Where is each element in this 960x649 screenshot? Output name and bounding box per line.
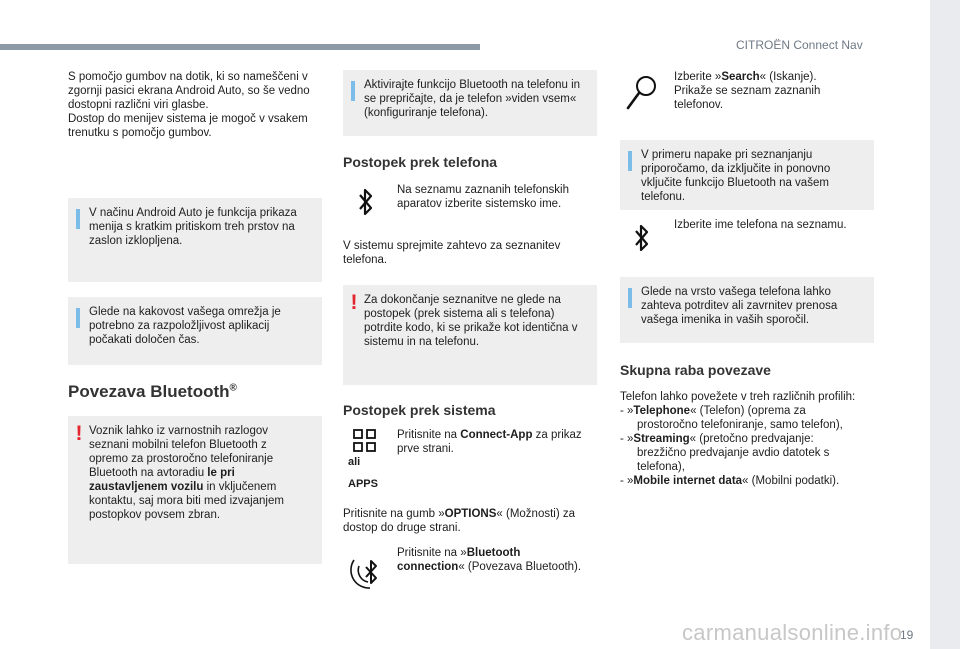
warning-icon: !: [75, 422, 83, 445]
bluetooth-icon: [632, 222, 652, 254]
bluetooth-connection-icon: [346, 550, 388, 592]
select-phone-text: Izberite ime telefona na seznamu.: [674, 219, 847, 231]
page-edge-strip: [930, 0, 960, 649]
heading-connection-sharing: Skupna raba povezave: [620, 362, 771, 378]
options-text: Pritisnite na gumb »OPTIONS« (Možnosti) za dostop do druge strani.: [343, 508, 576, 534]
warning-icon: !: [350, 291, 358, 314]
info-note-android-auto: V načinu Android Auto je funkcija prikaza menija s kratkim pritiskom treh prstov na zaslon izklopljena.: [68, 198, 322, 282]
info-marker: [76, 308, 80, 328]
brand-title: CITROËN Connect Nav: [736, 38, 863, 52]
apps-label: APPS: [348, 478, 378, 490]
bluetooth-icon: [356, 186, 376, 218]
warning-note-code: ! Za dokončanje seznanitve ne glede na postopek (prek sistema ali s telefona) potrdite kodo, ki se prikaže kot identična v sistemu in na telefonu.: [343, 285, 597, 385]
phone-step-text: Na seznamu zaznanih telefonskih aparatov izberite sistemsko ime.: [397, 184, 569, 210]
heading-system-procedure: Postopek prek sistema: [343, 402, 496, 418]
connect-app-text: Pritisnite na Connect-App za prikaz prve strani.: [397, 429, 582, 455]
watermark: carmanualsonline.info: [682, 620, 903, 645]
info-marker: [628, 288, 632, 308]
or-label: ali: [348, 456, 361, 468]
header-bar: [0, 44, 480, 50]
info-note-activate-bluetooth: Aktivirajte funkcijo Bluetooth na telefonu in se prepričajte, da je telefon »viden vsem« (konfiguriranje telefona).: [343, 70, 597, 136]
info-note-network: Glede na kakovost vašega omrežja je potrebno za razpoložljivost aplikacij počakati določen čas.: [68, 297, 322, 365]
search-text: Izberite »Search« (Iskanje). Prikaže se seznam zaznanih telefonov.: [674, 71, 821, 111]
accept-request-text: V sistemu sprejmite zahtevo za seznanitev telefona.: [343, 240, 561, 266]
info-marker: [351, 81, 355, 101]
bluetooth-connection-text: Pritisnite na »Bluetooth connection« (Povezava Bluetooth).: [397, 547, 582, 573]
page-number: 19: [900, 628, 914, 642]
info-note-pairing-failure: V primeru napake pri seznanjanju priporočamo, da izključite in ponovno vključite funkcijo Bluetooth na vašem telefonu.: [620, 140, 874, 210]
info-marker: [628, 151, 632, 171]
search-icon: [622, 72, 662, 112]
heading-phone-procedure: Postopek prek telefona: [343, 154, 498, 170]
apps-grid-icon: [352, 428, 378, 454]
warning-note-driver: ! Voznik lahko iz varnostnih razlogov seznani mobilni telefon Bluetooth z opremo za prostoročno telefoniranje Bluetooth na avtoradiu le pri zaustavljenem vozilu in vključenem kontaktu, saj mora biti med izvajanjem postopkov povsem zbran.: [68, 416, 322, 564]
profiles-list: Telefon lahko povežete v treh različnih profilih: - »Telephone« (Telefon) (oprema za prostoročno telefoniranje, samo telefon), - »Streaming« (pretočno predvajanje: brezžično predvajanje avdio datotek s telefona), - »Mobile internet data« (Mobilni podatki).: [620, 391, 856, 487]
heading-bluetooth: Povezava Bluetooth®: [68, 382, 237, 401]
intro-paragraph: S pomočjo gumbov na dotik, ki so nameščeni v zgornji pasici ekrana Android Auto, so še vedno dostopni različni viri glasbe. Dostop do menijev sistema je mogoč v vsakem trenutku s pomočjo gumbov.: [68, 71, 310, 139]
info-marker: [76, 209, 80, 229]
info-note-phone-type: Glede na vrsto vašega telefona lahko zahteva potrditev ali zavrnitev prenosa vašega imenika in vaših sporočil.: [620, 277, 874, 343]
